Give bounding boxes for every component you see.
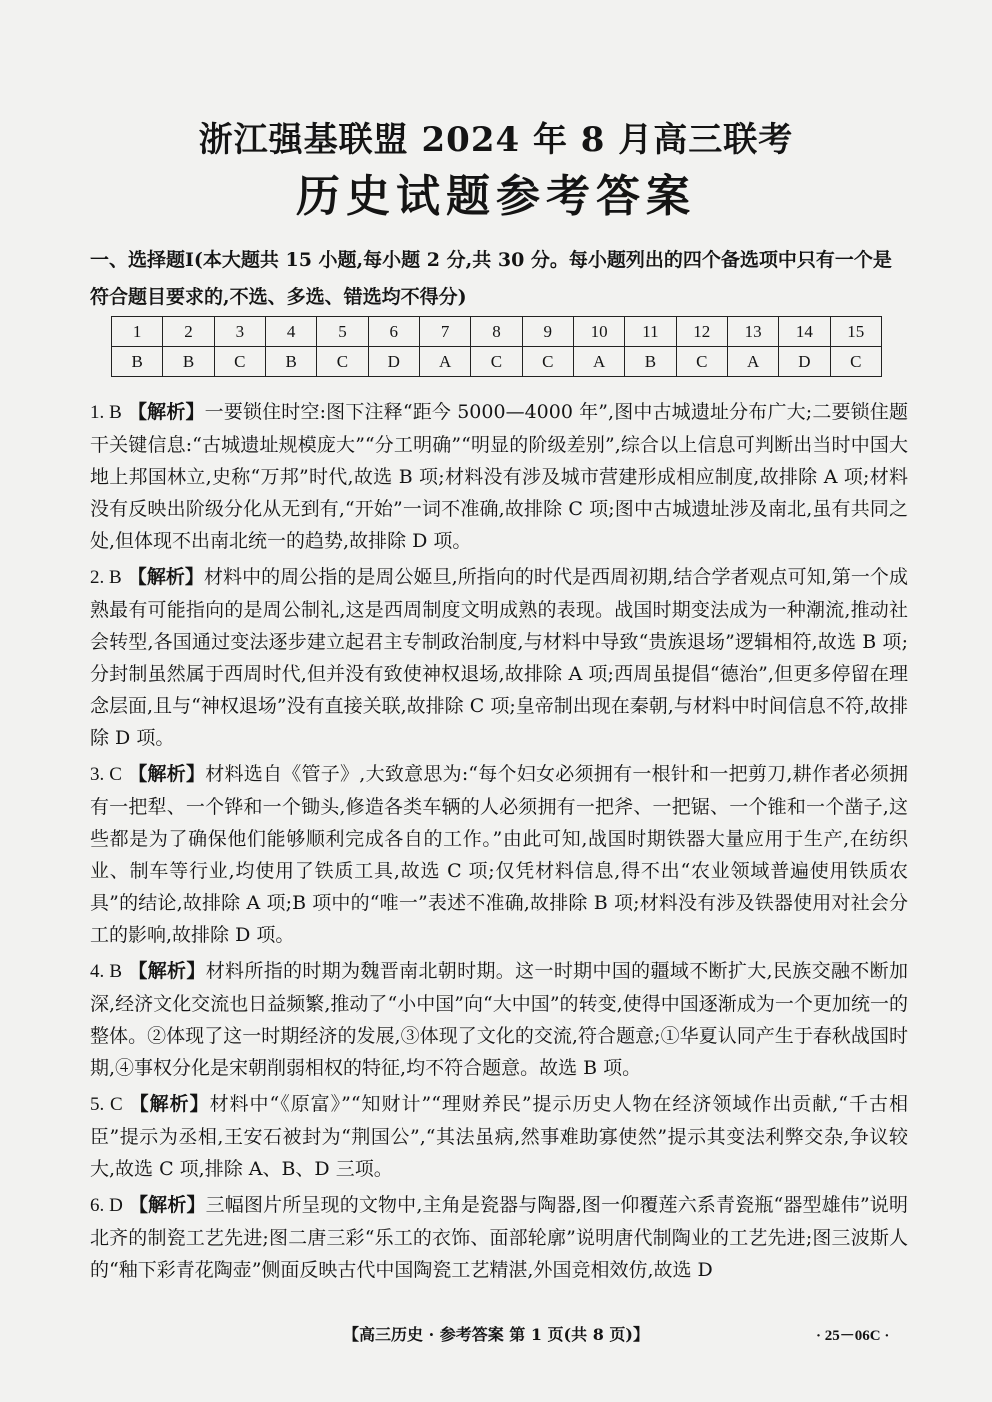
answer-cell: A: [727, 347, 778, 377]
analysis-text: 材料中的周公指的是周公姬旦,所指向的时代是西周初期,结合学者观点可知,第一个成熟最有可能指向的是周公制礼,这是西周制度文明成熟的表现。战国时期变法成为一种潮流,推动社会转型,各国通过变法逐步建立起君主专制政治制度,与材料中导致“贵族退场”逻辑相符,故选 B 项;分封制虽然属于西周时代,但并没有致使神权退场,故排除 A 项;西周虽提倡“德治”,但更多停留在理念层面,且与“神权退场”没有直接关联,故排除 C 项;皇帝制出现在秦朝,与材料中时间信息不符,故排除 D 项。: [90, 566, 908, 749]
answer-key-title: 历史试题参考答案: [296, 171, 696, 222]
answer-cell: C: [317, 347, 368, 377]
analysis-tag: 【解析】: [128, 960, 206, 982]
answer-table-answer-row: [112, 347, 882, 377]
answer-cell: C: [676, 347, 727, 377]
answer-cell: B: [625, 347, 676, 377]
answer-cell: C: [522, 347, 573, 377]
answer-cell: C: [471, 347, 522, 377]
explanation-item: [90, 1088, 908, 1185]
answer-cell: D: [368, 347, 419, 377]
analysis-text: 材料所指的时期为魏晋南北朝时期。这一时期中国的疆域不断扩大,民族交融不断加深,经济文化交流也日益频繁,推动了“小中国”向“大中国”的转变,使得中国逐渐成为一个更加统一的整体。②体现了这一时期经济的发展,③体现了文化的交流,符合题意;①华夏认同产生于春秋战国时期,④事权分化是宋朝削弱相权的特征,均不符合题意。故选 B 项。: [90, 960, 908, 1079]
analysis-tag: 【解析】: [128, 1093, 210, 1115]
answer-cell: C: [830, 347, 881, 377]
question-number-cell: 13: [727, 317, 778, 347]
answer-cell: A: [573, 347, 624, 377]
item-answer: 3. C: [90, 764, 122, 785]
analysis-text: 材料选自《管子》,大致意思为:“每个妇女必须拥有一根针和一把剪刀,耕作者必须拥有一把犁、一个铧和一个锄头,修造各类车辆的人必须拥有一把斧、一把锯、一个锥和一个凿子,这些都是为了确保他们能够顺利完成各自的工作。”由此可知,战国时期铁器大量应用于生产,在纺织业、制车等行业,均使用了铁质工具,故选 C 项;仅凭材料信息,得不出“农业领域普遍使用铁质农具”的结论,故排除 A 项;B 项中的“唯一”表述不准确,故排除 B 项;材料没有涉及铁器使用对社会分工的影响,故排除 D 项。: [90, 763, 908, 946]
analysis-tag: 【解析】: [127, 566, 204, 588]
page-footer: 【高三历史 · 参考答案 第 1 页(共 8 页)】: [343, 1325, 649, 1344]
question-number-cell: 12: [676, 317, 727, 347]
question-number-cell: 14: [779, 317, 830, 347]
item-answer: 1. B: [90, 402, 122, 423]
explanation-item: [90, 1189, 908, 1286]
explanations-list: [90, 396, 908, 1290]
explanation-item: [90, 955, 908, 1084]
item-answer: 4. B: [90, 961, 123, 982]
question-number-cell: 1: [112, 317, 163, 347]
item-answer: 5. C: [90, 1094, 123, 1115]
analysis-tag: 【解析】: [127, 401, 205, 423]
answer-cell: B: [265, 347, 316, 377]
question-number-cell: 8: [471, 317, 522, 347]
explanation-item: [90, 758, 908, 951]
analysis-text: 一要锁住时空:图下注释“距今 5000—4000 年”,图中古城遗址分布广大;二要锁住题干关键信息:“古城遗址规模庞大”“分工明确”“明显的阶级差别”,综合以上信息可判断出当时中国大地上邦国林立,史称“万邦”时代,故选 B 项;材料没有涉及城市营建形成相应制度,故排除 A 项;材料没有反映出阶级分化从无到有,“开始”一词不准确,故排除 C 项;图中古城遗址涉及南北,虽有共同之处,但体现不出南北统一的趋势,故排除 D 项。: [90, 401, 908, 552]
answer-table-number-row: [112, 317, 882, 347]
explanation-item: [90, 396, 908, 557]
question-number-cell: 9: [522, 317, 573, 347]
question-number-cell: 3: [214, 317, 265, 347]
exam-title: 浙江强基联盟 2024 年 8 月高三联考: [198, 120, 794, 160]
answer-cell: A: [419, 347, 470, 377]
item-answer: 2. B: [90, 567, 122, 588]
answer-table: [111, 316, 882, 377]
analysis-tag: 【解析】: [128, 1194, 206, 1216]
answer-cell: B: [112, 347, 163, 377]
paper-code: · 25－06C ·: [816, 1328, 890, 1344]
explanation-item: [90, 561, 908, 754]
answer-cell: B: [163, 347, 214, 377]
item-answer: 6. D: [90, 1195, 123, 1216]
analysis-text: 材料中“《原富》”“知财计”“理财养民”提示历史人物在经济领域作出贡献,“千古相臣”提示为丞相,王安石被封为“荆国公”,“其法虽病,然事难助寡使然”提示其变法利弊交杂,争议较大,故选 C 项,排除 A、B、D 三项。: [90, 1093, 908, 1180]
question-number-cell: 10: [573, 317, 624, 347]
section-heading: 一、选择题Ⅰ(本大题共 15 小题,每小题 2 分,共 30 分。每小题列出的四个备选项中只有一个是符合题目要求的,不选、多选、错选均不得分): [90, 249, 892, 308]
answer-cell: C: [214, 347, 265, 377]
analysis-tag: 【解析】: [127, 763, 206, 785]
question-number-cell: 2: [163, 317, 214, 347]
question-number-cell: 11: [625, 317, 676, 347]
question-number-cell: 7: [419, 317, 470, 347]
analysis-text: 三幅图片所呈现的文物中,主角是瓷器与陶器,图一仰覆莲六系青瓷瓶“器型雄伟”说明北齐的制瓷工艺先进;图二唐三彩“乐工的衣饰、面部轮廓”说明唐代制陶业的工艺先进;图三波斯人的“釉下彩青花陶壶”侧面反映古代中国陶瓷工艺精湛,外国竞相效仿,故选 D: [90, 1194, 908, 1281]
question-number-cell: 5: [317, 317, 368, 347]
question-number-cell: 6: [368, 317, 419, 347]
answer-cell: D: [779, 347, 830, 377]
question-number-cell: 4: [265, 317, 316, 347]
question-number-cell: 15: [830, 317, 881, 347]
